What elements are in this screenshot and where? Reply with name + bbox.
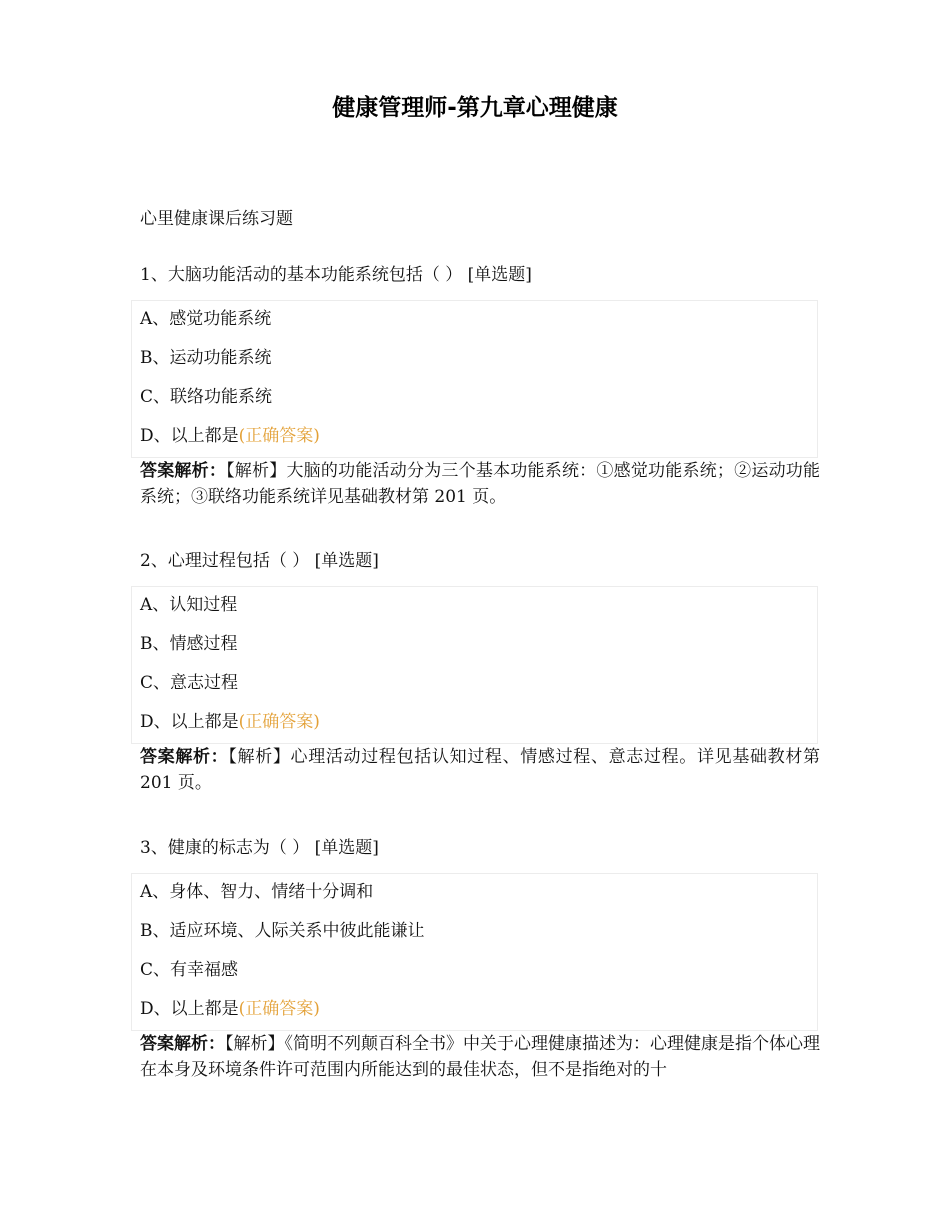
option-d-label: D、以上都是 — [140, 999, 239, 1019]
correct-answer-marker: (正确答案) — [238, 426, 320, 446]
options-box — [131, 300, 818, 458]
option-c[interactable]: C、意志过程 — [140, 673, 239, 693]
answer-analysis — [140, 458, 820, 510]
options-box — [131, 586, 818, 744]
options-box — [131, 873, 818, 1031]
section-subtitle: 心里健康课后练习题 — [140, 209, 293, 229]
option-a[interactable]: A、感觉功能系统 — [140, 309, 272, 329]
question-stem: 3、健康的标志为（ ） [单选题] — [140, 838, 379, 858]
correct-answer-marker: (正确答案) — [238, 999, 320, 1019]
question-3 — [140, 835, 820, 1083]
question-stem: 1、大脑功能活动的基本功能系统包括（ ） [单选题] — [140, 265, 532, 285]
option-a[interactable]: A、认知过程 — [140, 595, 238, 615]
answer-analysis — [140, 1031, 820, 1083]
option-d-label: D、以上都是 — [140, 426, 239, 446]
option-c[interactable]: C、联络功能系统 — [140, 387, 273, 407]
option-a[interactable]: A、身体、智力、情绪十分调和 — [140, 882, 374, 902]
option-b[interactable]: B、适应环境、人际关系中彼此能谦让 — [140, 921, 425, 941]
option-c[interactable]: C、有幸福感 — [140, 960, 239, 980]
analysis-label: 答案解析： — [140, 461, 227, 481]
option-b[interactable]: B、情感过程 — [140, 634, 238, 654]
option-d[interactable] — [140, 995, 817, 1030]
correct-answer-marker: (正确答案) — [238, 712, 320, 732]
analysis-text: 【解析】心理活动过程包括认知过程、情感过程、意志过程。详见基础教材第 201 页。 — [140, 747, 821, 793]
option-d-label: D、以上都是 — [140, 712, 239, 732]
answer-analysis — [140, 744, 820, 796]
question-stem: 2、心理过程包括（ ） [单选题] — [140, 551, 379, 571]
analysis-label: 答案解析： — [140, 747, 229, 767]
analysis-label: 答案解析： — [140, 1034, 225, 1054]
analysis-text: 【解析】《简明不列颠百科全书》中关于心理健康描述为：心理健康是指个体心理在本身及环境条件许可范围内所能达到的最佳状态，但不是指绝对的十 — [140, 1034, 820, 1080]
question-2 — [140, 548, 820, 796]
page-title: 健康管理师-第九章心理健康 — [332, 95, 618, 121]
option-d[interactable] — [140, 422, 817, 457]
question-1 — [140, 262, 820, 510]
option-d[interactable] — [140, 708, 817, 743]
option-b[interactable]: B、运动功能系统 — [140, 348, 272, 368]
analysis-text: 【解析】大脑的功能活动分为三个基本功能系统：①感觉功能系统；②运动功能系统；③联络功能系统详见基础教材第 201 页。 — [140, 461, 821, 507]
